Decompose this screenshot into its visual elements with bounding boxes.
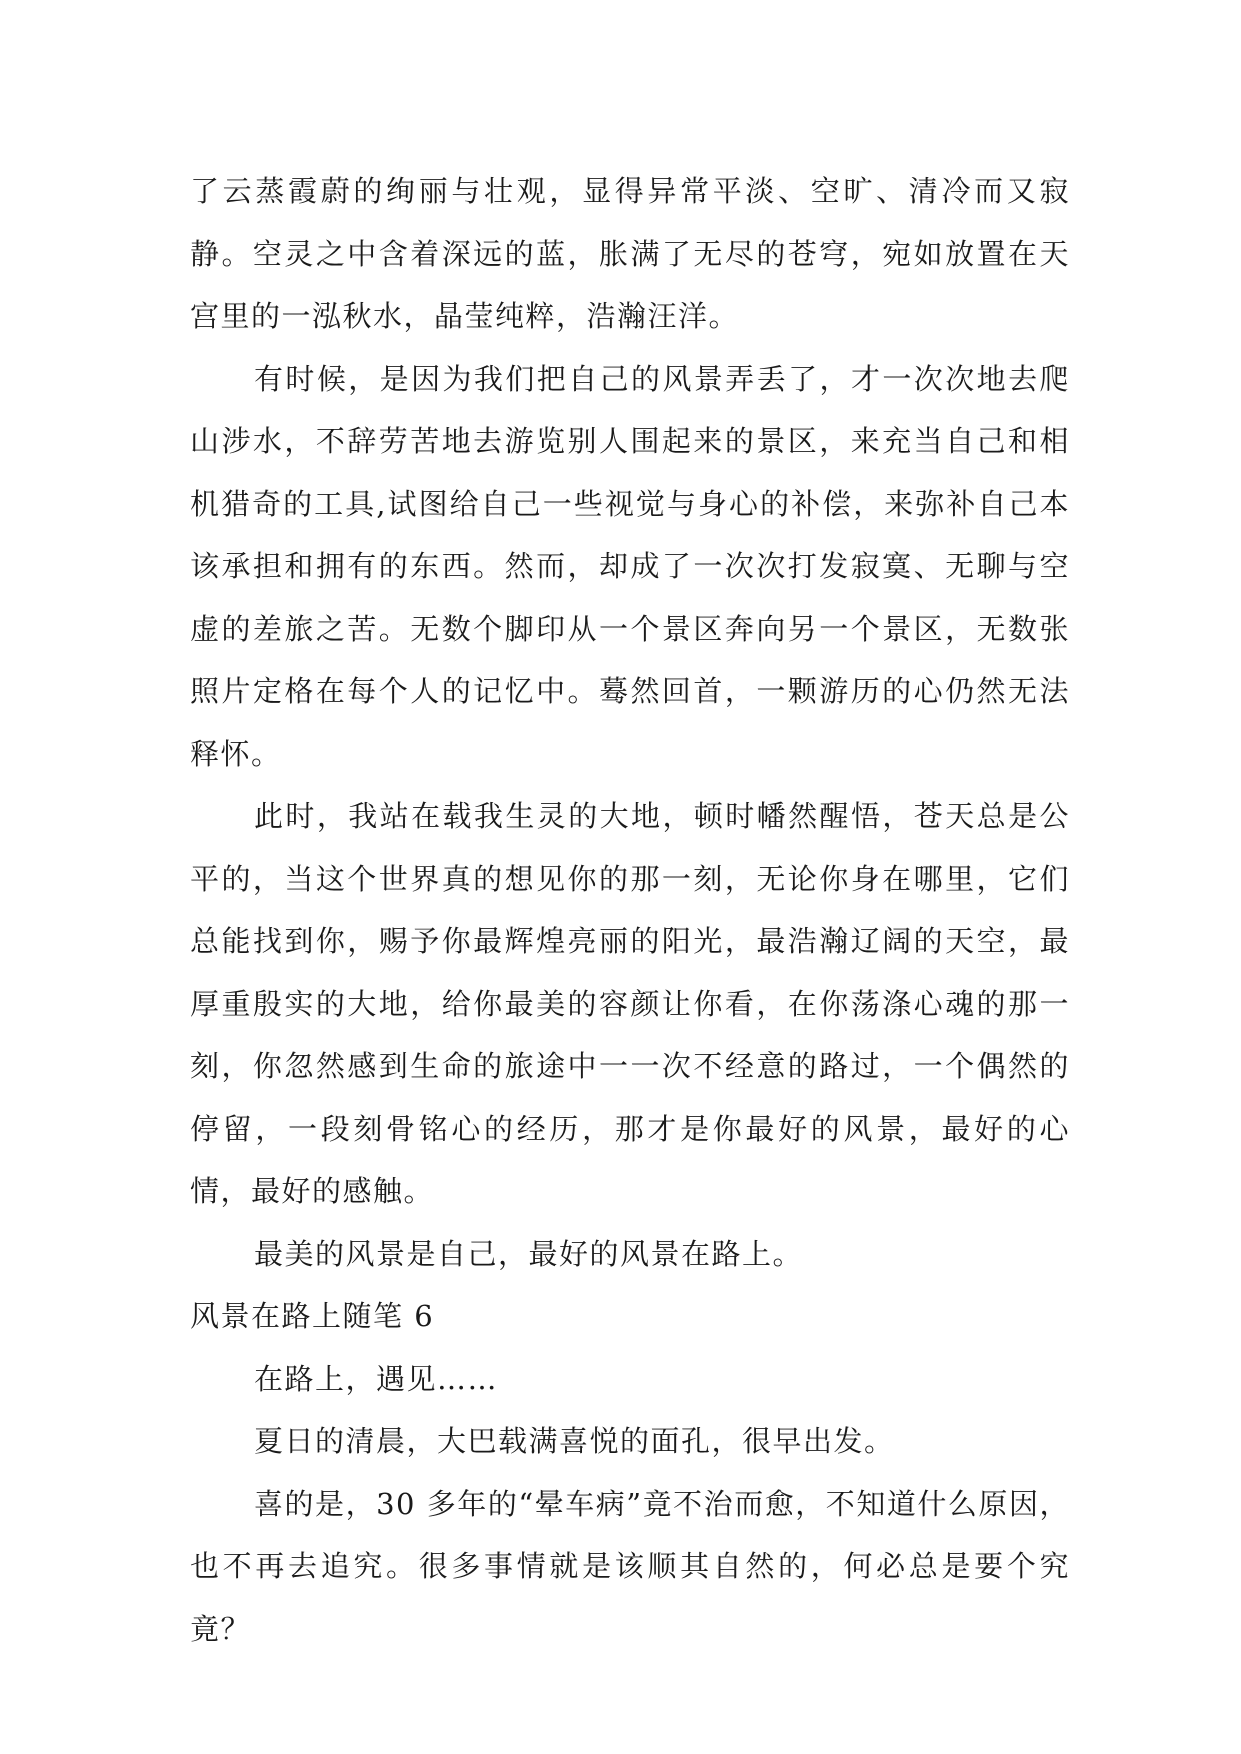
paragraph-conclusion: 最美的风景是自己，最好的风景在路上。 — [254, 1236, 804, 1271]
section-title: 风景在路上随笔 6 — [190, 1299, 435, 1333]
paragraph-summer-morning: 夏日的清晨，大巴载满喜悦的面孔，很早出发。 — [254, 1424, 895, 1458]
paragraph-carsickness: 喜的是，30 多年的“晕车病”竟不治而愈，不知道什么原因，也不再去追究。很多事情就是该顺其自然的，何必总是要个究竟？ — [190, 1486, 1070, 1646]
paragraph-realization: 此时，我站在载我生灵的大地，顿时幡然醒悟，苍天总是公平的，当这个世界真的想见你的那一刻，无论你身在哪里，它们总能找到你，赐予你最辉煌亮丽的阳光，最浩瀚辽阔的天空，最厚重殷实的大地，给你最美的容颜让你看，在你荡涤心魂的那一刻，你忽然感到生命的旅途中一一次不经意的路过，一个偶然的停留，一段刻骨铭心的经历，那才是你最好的风景，最好的心情，最好的感触。 — [190, 799, 1070, 1208]
paragraph-on-the-road: 在路上，遇见…… — [254, 1361, 499, 1396]
paragraph-continued: 了云蒸霞蔚的绚丽与壮观，显得异常平淡、空旷、清冷而又寂静。空灵之中含着深远的蓝，胀满了无尽的苍穹，宛如放置在天宫里的一泓秋水，晶莹纯粹，浩瀚汪洋。 — [190, 174, 1070, 333]
paragraph-lost-scenery: 有时候，是因为我们把自己的风景弄丢了，才一次次地去爬山涉水，不辞劳苦地去游览别人围起来的景区，来充当自己和相机猎奇的工具,试图给自己一些视觉与身心的补偿，来弥补自己本该承担和拥有的东西。然而，却成了一次次打发寂寞、无聊与空虚的差旅之苦。无数个脚印从一个景区奔向另一个景区，无数张照片定格在每个人的记忆中。蓦然回首，一颗游历的心仍然无法释怀。 — [190, 361, 1070, 771]
document-body — [190, 160, 1070, 1660]
